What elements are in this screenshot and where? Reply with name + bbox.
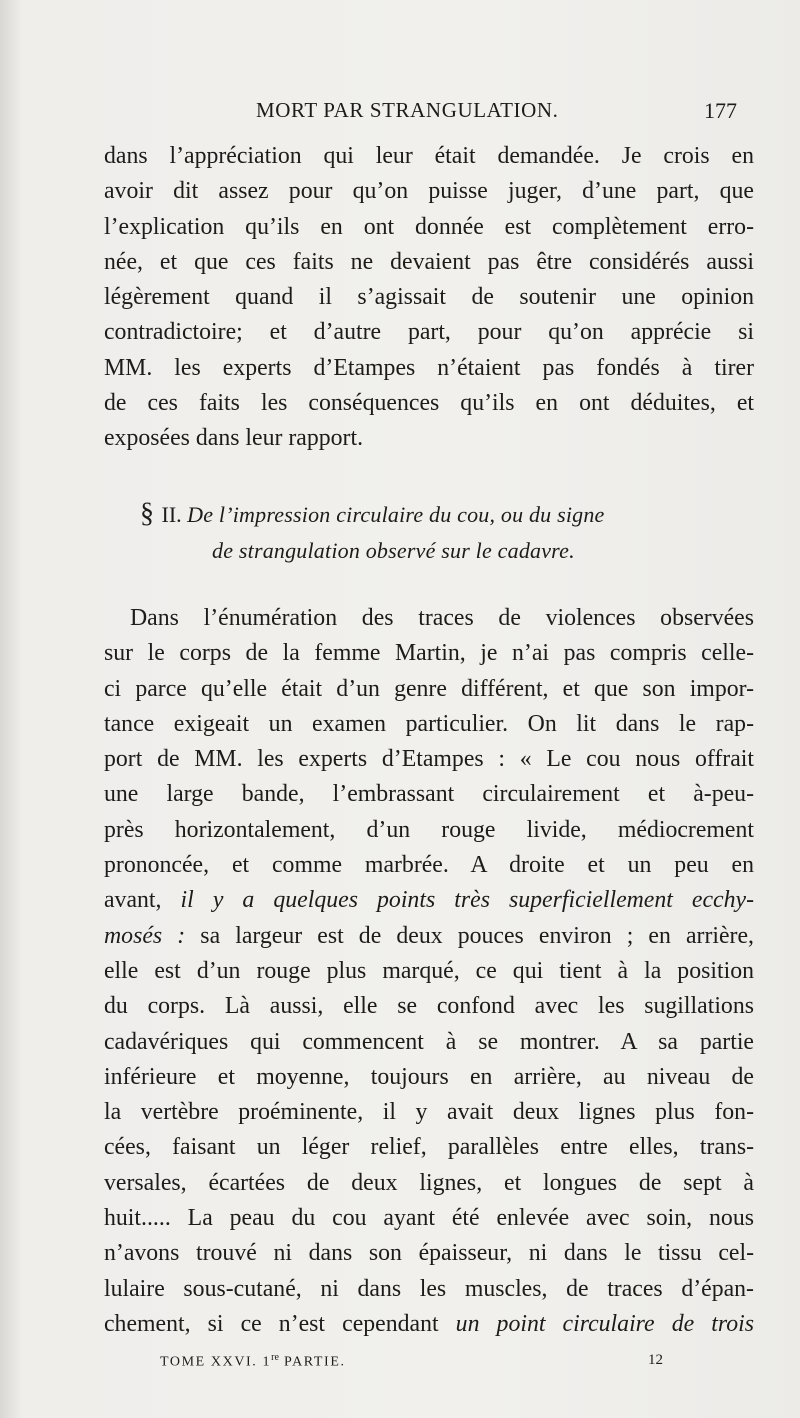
- signature-tome: TOME XXVI. 1: [160, 1354, 272, 1370]
- text-line: tance exigeait un examen particulier. On lit dans le rap-: [104, 710, 754, 737]
- section-title-line-1: De l’impression circulaire du cou, ou du signe: [187, 502, 605, 527]
- section-number: II.: [161, 502, 182, 527]
- text-line: cadavériques qui commencent à se montrer. A sa partie: [104, 1028, 754, 1055]
- text-line: de ces faits les conséquences qu’ils en ont déduites, et: [104, 390, 754, 417]
- section-symbol: §: [140, 498, 154, 529]
- paragraph-1: [104, 139, 754, 457]
- text-line: MM. les experts d’Etampes n’étaient pas fondés à tirer: [104, 354, 754, 381]
- text-line: légèrement quand il s’agissait de soutenir une opinion: [104, 284, 754, 311]
- signature-partie: PARTIE.: [278, 1354, 346, 1370]
- text-line: près horizontalement, d’un rouge livide, médiocrement: [104, 816, 754, 843]
- text-line: sur le corps de la femme Martin, je n’ai pas compris celle-: [104, 640, 754, 667]
- paragraph-2: [104, 601, 754, 1342]
- signature-superscript: re: [271, 1352, 279, 1363]
- section-title-line-2: de strangulation observé sur le cadavre.: [212, 538, 575, 563]
- page-footer: [0, 1352, 800, 1382]
- text-line: prononcée, et comme marbrée. A droite et un peu en: [104, 852, 754, 879]
- text-line: la vertèbre proéminente, il y avait deux lignes plus fon-: [104, 1099, 754, 1126]
- page-header: [0, 92, 800, 132]
- text-line: [104, 919, 754, 954]
- text-line: lulaire sous-cutané, ni dans les muscles, de traces d’épan-: [104, 1275, 754, 1302]
- text-line: contradictoire; et d’autre part, pour qu’on apprécie si: [104, 319, 754, 346]
- running-title: MORT PAR STRANGULATION.: [256, 98, 559, 122]
- text-line: née, et que ces faits ne devaient pas être considérés aussi: [104, 248, 754, 275]
- text-line: elle est d’un rouge plus marqué, ce qui tient à la position: [104, 957, 754, 984]
- quoted-italic-text: un point circulaire de trois: [455, 1310, 754, 1337]
- text-line: exposées dans leur rapport.: [104, 425, 364, 452]
- text-line: port de MM. les experts d’Etampes : « Le cou nous offrait: [104, 746, 754, 773]
- section-heading: [140, 496, 740, 569]
- sheet-number: 12: [648, 1352, 663, 1368]
- text-line: [104, 883, 754, 918]
- text-line: avoir dit assez pour qu’on puisse juger, d’une part, que: [104, 178, 754, 205]
- text-line: inférieure et moyenne, toujours en arrière, au niveau de: [104, 1063, 754, 1090]
- text-line: versales, écartées de deux lignes, et longues de sept à: [104, 1169, 754, 1196]
- page-number: 177: [704, 98, 737, 123]
- text-run: avant,: [104, 887, 181, 914]
- text-line: cées, faisant un léger relief, parallèles entre elles, trans-: [104, 1134, 754, 1161]
- text-line: [104, 1307, 754, 1342]
- quoted-italic-text: mosés :: [104, 922, 186, 949]
- signature-mark: [160, 1352, 346, 1371]
- text-run: sa largeur est de deux pouces environ ; en arrière,: [185, 922, 754, 949]
- text-line: Dans l’énumération des traces de violences observées: [130, 605, 754, 631]
- text-line: l’explication qu’ils en ont donnée est complètement erro-: [104, 213, 754, 240]
- text-line: du corps. Là aussi, elle se confond avec les sugillations: [104, 993, 754, 1020]
- text-line: huit..... La peau du cou ayant été enlevée avec soin, nous: [104, 1205, 754, 1232]
- text-line: ci parce qu’elle était d’un genre différent, et que son impor-: [104, 675, 754, 702]
- text-run: chement, si ce n’est cependant: [104, 1310, 456, 1337]
- text-line: n’avons trouvé ni dans son épaisseur, ni dans le tissu cel-: [104, 1240, 754, 1267]
- text-line: dans l’appréciation qui leur était demandée. Je crois en: [104, 143, 754, 169]
- text-line: une large bande, l’embrassant circulairement et à-peu-: [104, 781, 754, 808]
- quoted-italic-text: il y a quelques points très superficiellement ecchy-: [180, 887, 755, 914]
